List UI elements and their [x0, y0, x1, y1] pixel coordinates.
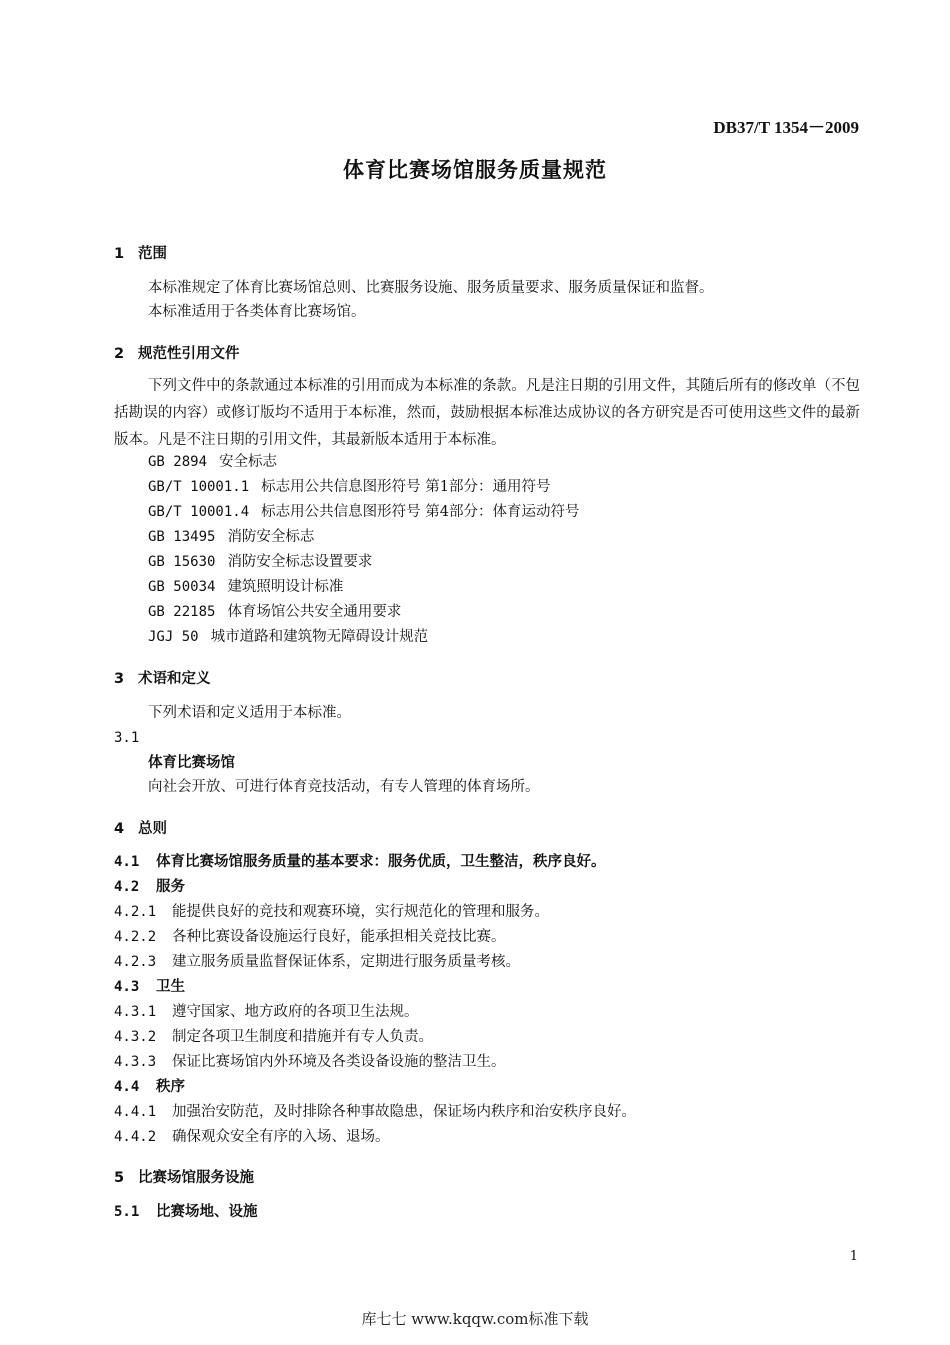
- section-title: 规范性引用文件: [138, 346, 240, 362]
- clause-number: 4.2.2: [114, 929, 157, 945]
- clause-number: 4.4.2: [114, 1129, 157, 1145]
- reference-name: 体育场馆公共安全通用要求: [227, 604, 402, 620]
- reference-name: 安全标志: [219, 454, 278, 470]
- section-3-intro: 下列术语和定义适用于本标准。: [148, 705, 351, 721]
- clause-item: [114, 1103, 636, 1121]
- section-4-heading: [114, 817, 167, 838]
- clause-text: 体育比赛场馆服务质量的基本要求：服务优质，卫生整洁，秩序良好。: [156, 854, 606, 870]
- section-number: 5: [114, 1170, 125, 1186]
- clause-text: 建立服务质量监督保证体系，定期进行服务质量考核。: [172, 954, 520, 970]
- section-1-paragraph-2: 本标准适用于各类体育比赛场馆。: [148, 304, 366, 320]
- clause-title: 卫生: [156, 979, 185, 995]
- section-title: 总则: [138, 821, 167, 837]
- reference-item: [148, 603, 401, 621]
- reference-code: GB 22185: [148, 604, 216, 620]
- term-number: 3.1: [114, 730, 140, 746]
- clause-number: 4.2: [114, 879, 140, 895]
- reference-code: JGJ 50: [148, 629, 199, 645]
- clause-item: [114, 1028, 433, 1046]
- reference-item: [148, 578, 343, 596]
- clause-text: 确保观众安全有序的入场、退场。: [172, 1129, 390, 1145]
- clause-number: 5.1: [114, 1204, 140, 1220]
- clause-number: 4.1: [114, 854, 140, 870]
- section-5-heading: [114, 1166, 254, 1187]
- section-1-paragraph-1: 本标准规定了体育比赛场馆总则、比赛服务设施、服务质量要求、服务质量保证和监督。: [148, 280, 714, 296]
- reference-name: 消防安全标志: [227, 529, 315, 545]
- clause-number: 4.2.1: [114, 904, 157, 920]
- clause-item: [114, 903, 549, 921]
- section-2-heading: [114, 342, 240, 363]
- reference-item: [148, 503, 580, 521]
- clause-text: 制定各项卫生制度和措施并有专人负责。: [172, 1029, 433, 1045]
- reference-code: GB 13495: [148, 529, 216, 545]
- reference-item: [148, 528, 314, 546]
- clause-number: 4.4.1: [114, 1104, 157, 1120]
- section-2-intro: 下列文件中的条款通过本标准的引用而成为本标准的条款。凡是注日期的引用文件，其随后所有的修改单（不包括勘误的内容）或修订版均不适用于本标准，然而，鼓励根据本标准达成协议的各方研究是否可使用这些文件的最新版本。凡是不注日期的引用文件，其最新版本适用于本标准。: [114, 378, 860, 448]
- clause-number: 4.3: [114, 979, 140, 995]
- clause-text: 能提供良好的竞技和观赛环境，实行规范化的管理和服务。: [172, 904, 549, 920]
- clause-title: 秩序: [156, 1079, 185, 1095]
- clause-4-1: [114, 853, 606, 871]
- clause-item: [114, 1053, 506, 1071]
- term-name: 体育比赛场馆: [148, 755, 235, 771]
- clause-title: 服务: [156, 879, 185, 895]
- reference-code: GB/T 10001.1: [148, 479, 250, 495]
- reference-item: [148, 453, 277, 471]
- reference-item: [148, 553, 372, 571]
- reference-code: GB/T 10001.4: [148, 504, 250, 520]
- reference-code: GB 15630: [148, 554, 216, 570]
- section-title: 比赛场馆服务设施: [138, 1170, 254, 1186]
- reference-item: [148, 478, 551, 496]
- term-definition: 向社会开放、可进行体育竞技活动，有专人管理的体育场所。: [148, 779, 540, 795]
- section-title: 范围: [138, 246, 167, 262]
- clause-title: 比赛场地、设施: [156, 1204, 258, 1220]
- clause-number: 4.2.3: [114, 954, 157, 970]
- clause-text: 各种比赛设备设施运行良好，能承担相关竞技比赛。: [172, 929, 506, 945]
- document-title: 体育比赛场馆服务质量规范: [343, 158, 607, 182]
- clause-number: 4.3.3: [114, 1054, 157, 1070]
- reference-name: 标志用公共信息图形符号 第1部分：通用符号: [261, 479, 551, 495]
- reference-name: 标志用公共信息图形符号 第4部分：体育运动符号: [261, 504, 580, 520]
- reference-name: 城市道路和建筑物无障碍设计规范: [210, 629, 429, 645]
- clause-item: [114, 928, 506, 946]
- reference-code: GB 50034: [148, 579, 216, 595]
- clause-4-3-heading: [114, 978, 185, 996]
- clause-4-4-heading: [114, 1078, 185, 1096]
- clause-item: [114, 1128, 390, 1146]
- clause-text: 保证比赛场馆内外环境及各类设备设施的整洁卫生。: [172, 1054, 506, 1070]
- clause-text: 遵守国家、地方政府的各项卫生法规。: [172, 1004, 419, 1020]
- clause-item: [114, 1003, 419, 1021]
- clause-item: [114, 953, 520, 971]
- reference-item: [148, 628, 428, 646]
- clause-5-1-heading: [114, 1203, 258, 1221]
- clause-4-2-heading: [114, 878, 185, 896]
- section-number: 1: [114, 246, 125, 262]
- section-3-heading: [114, 667, 211, 688]
- clause-number: 4.4: [114, 1079, 140, 1095]
- section-number: 2: [114, 346, 125, 362]
- watermark-footer: 库七七 www.kqqw.com标准下载: [361, 1310, 589, 1328]
- reference-name: 建筑照明设计标准: [227, 579, 344, 595]
- page-number: 1: [849, 1249, 858, 1264]
- reference-code: GB 2894: [148, 454, 208, 470]
- section-title: 术语和定义: [138, 671, 211, 687]
- clause-text: 加强治安防范，及时排除各种事故隐患，保证场内秩序和治安秩序良好。: [172, 1104, 636, 1120]
- section-number: 4: [114, 821, 125, 837]
- clause-number: 4.3.1: [114, 1004, 157, 1020]
- document-code: DB37/T 1354－2009: [713, 118, 859, 137]
- section-number: 3: [114, 671, 125, 687]
- section-1-heading: [114, 242, 167, 263]
- reference-name: 消防安全标志设置要求: [227, 554, 373, 570]
- clause-number: 4.3.2: [114, 1029, 157, 1045]
